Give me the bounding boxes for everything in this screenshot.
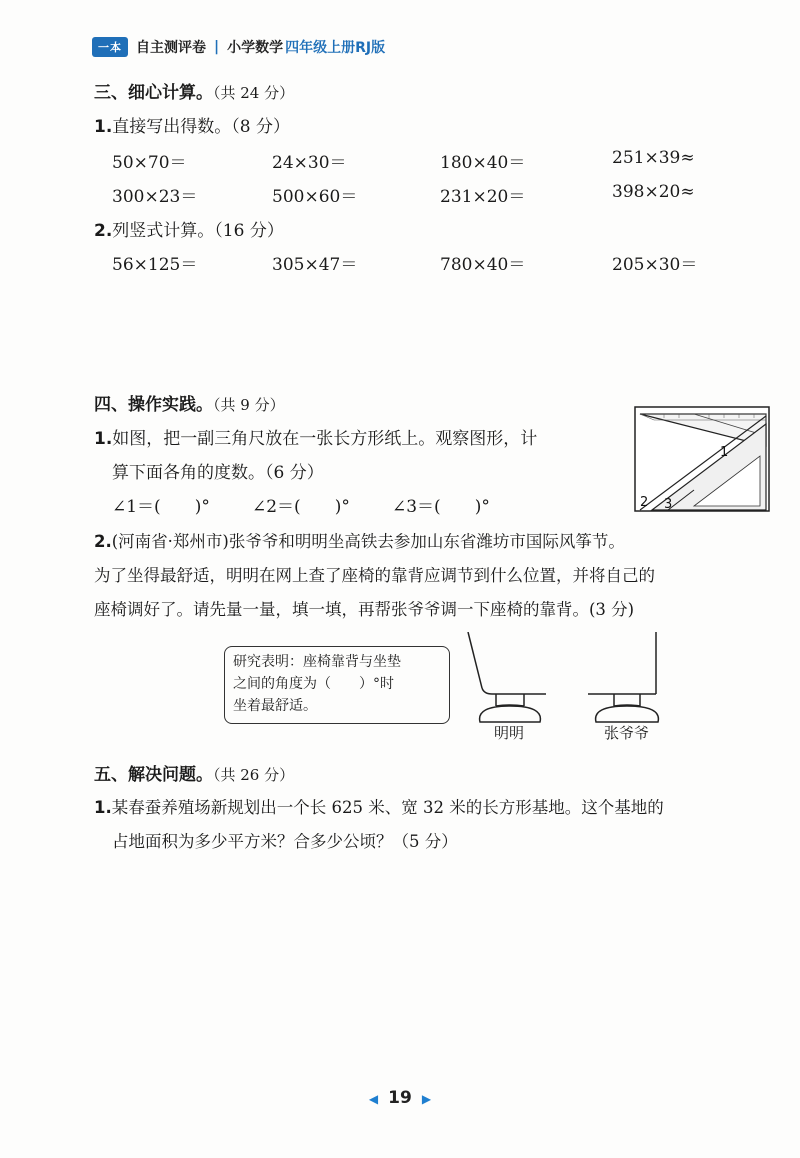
question-text: 如图，把一副三角尺放在一张长方形纸上。观察图形，计 bbox=[112, 429, 538, 449]
figure-label-2: 2 bbox=[640, 495, 649, 510]
section-5-heading bbox=[94, 760, 294, 785]
grade-edition: 四年级上册RJ版 bbox=[285, 40, 386, 56]
page-number bbox=[0, 1088, 800, 1108]
section-4-q1-line2: 算下面各角的度数。（6 分） bbox=[112, 463, 324, 483]
expr-item: 231×20＝ bbox=[440, 187, 526, 207]
research-note-box bbox=[224, 646, 450, 724]
note-line: 研究表明：座椅靠背与坐垫 bbox=[233, 654, 401, 670]
section-3-q1 bbox=[94, 112, 290, 137]
section-5-title: 五、解决问题。 bbox=[94, 765, 213, 785]
next-arrow-icon: ▶ bbox=[421, 1092, 432, 1106]
chair-right-label: 张爷爷 bbox=[604, 724, 650, 742]
section-4-heading bbox=[94, 390, 285, 415]
expr-item: 398×20≈ bbox=[612, 182, 695, 202]
section-4-q2-line3: 座椅调好了。请先量一量，填一填，再帮张爷爷调一下座椅的靠背。(3 分) bbox=[94, 600, 635, 619]
question-text: 列竖式计算。（16 分） bbox=[112, 221, 284, 241]
question-number: 2. bbox=[94, 221, 113, 241]
subject-title: 小学数学 bbox=[227, 40, 284, 56]
angle-3-blank: ∠3＝( )° bbox=[392, 497, 490, 517]
angle-2-blank: ∠2＝( )° bbox=[252, 497, 350, 517]
expr-item: 180×40＝ bbox=[440, 153, 526, 173]
section-5-points: （共 26 分） bbox=[213, 766, 295, 784]
expr-item: 56×125＝ bbox=[112, 255, 198, 275]
question-text: 某春蚕养殖场新规划出一个长 625 米、宽 32 米的长方形基地。这个基地的 bbox=[111, 798, 664, 817]
question-text: 直接写出得数。（8 分） bbox=[112, 117, 291, 137]
brand-logo: 一本 bbox=[92, 37, 128, 57]
expr-item: 24×30＝ bbox=[272, 153, 347, 173]
question-number: 1. bbox=[94, 429, 113, 449]
section-3-heading bbox=[94, 78, 294, 103]
expr-item: 305×47＝ bbox=[272, 255, 358, 275]
expr-item: 500×60＝ bbox=[272, 187, 358, 207]
question-number: 2. bbox=[94, 532, 112, 551]
section-4-q2-line2: 为了坐得最舒适，明明在网上查了座椅的靠背应调节到什么位置，并将自己的 bbox=[94, 566, 655, 585]
page-number-text: 19 bbox=[388, 1088, 412, 1108]
section-5-q1-line1 bbox=[94, 794, 664, 818]
section-3-title: 三、细心计算。 bbox=[94, 83, 213, 103]
figure-label-3: 3 bbox=[664, 497, 673, 512]
triangle-rulers-figure bbox=[634, 406, 770, 512]
section-4-points: （共 9 分） bbox=[213, 396, 285, 414]
question-text: (河南省·郑州市)张爷爷和明明坐高铁去参加山东省潍坊市国际风筝节。 bbox=[111, 532, 625, 551]
chair-left bbox=[468, 632, 546, 722]
note-line: 坐着最舒适。 bbox=[233, 698, 317, 714]
expr-item: 50×70＝ bbox=[112, 153, 187, 173]
chairs-figure bbox=[462, 632, 672, 724]
expr-item: 205×30＝ bbox=[612, 255, 698, 275]
section-5-q1-line2: 占地面积为多少平方米？合多少公顷？（5 分） bbox=[112, 832, 458, 851]
section-4-q2-line1 bbox=[94, 528, 625, 552]
section-4-q1-line1 bbox=[94, 424, 537, 449]
section-3-points: （共 24 分） bbox=[213, 84, 295, 102]
header-separator: | bbox=[214, 39, 220, 55]
section-3-q2 bbox=[94, 216, 284, 241]
note-line: 之间的角度为（ ）°时 bbox=[233, 676, 394, 692]
figure-label-1: 1 bbox=[720, 445, 729, 460]
page-header bbox=[92, 36, 385, 58]
prev-arrow-icon: ◀ bbox=[368, 1092, 379, 1106]
chair-right bbox=[588, 632, 658, 722]
series-title: 自主测评卷 bbox=[136, 40, 206, 56]
expr-item: 300×23＝ bbox=[112, 187, 198, 207]
question-number: 1. bbox=[94, 798, 112, 817]
expr-item: 780×40＝ bbox=[440, 255, 526, 275]
section-4-title: 四、操作实践。 bbox=[94, 395, 213, 415]
question-number: 1. bbox=[94, 117, 113, 137]
angle-1-blank: ∠1＝( )° bbox=[112, 497, 210, 517]
chair-left-label: 明明 bbox=[494, 724, 525, 742]
expr-item: 251×39≈ bbox=[612, 148, 695, 168]
